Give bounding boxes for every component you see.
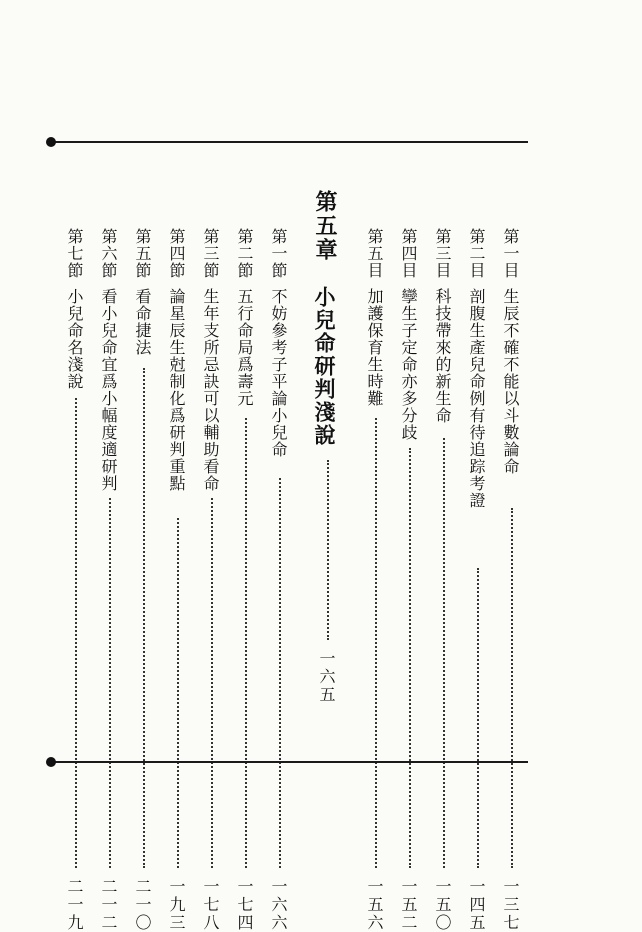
dot-leader [375,418,377,868]
entry-page: 一九三 [167,878,186,932]
entry-page: 一五二 [399,878,418,932]
entry-label: 第三節 [201,228,220,279]
entry-page: 二一〇 [133,878,152,932]
entry-page: 一四五 [467,878,486,932]
entry-label: 第一節 [269,228,288,279]
toc-entry-4 [399,228,422,932]
toc-entry-13 [65,228,88,932]
entry-page: 一三七 [501,878,520,932]
dot-leader [477,568,479,868]
toc-entry-11 [133,228,156,932]
toc-chapter-5 [312,190,342,704]
dot-leader [327,460,329,640]
toc-entry-3 [433,228,456,932]
entry-title: 不妨參考子平論小兒命 [269,288,288,458]
dot-leader [211,498,213,868]
dot-leader [109,498,111,868]
entry-title: 科技帶來的新生命 [433,288,452,424]
entry-title: 生辰不確不能以斗數論命 [501,288,520,475]
entry-label: 第四目 [399,228,418,279]
entry-label: 第五目 [365,228,384,279]
entry-title: 小兒命名淺說 [65,288,84,390]
entry-label: 第三目 [433,228,452,279]
top-rule-dot [46,137,56,147]
entry-label: 第一目 [501,228,520,279]
entry-page: 一五六 [365,878,384,932]
entry-label: 第五節 [133,228,152,279]
entry-title: 論星辰生尅制化爲研判重點 [167,288,186,492]
entry-page: 一七八 [201,878,220,932]
entry-page: 一七四 [235,878,254,932]
dot-leader [143,368,145,868]
entry-title: 孿生子定命亦多分歧 [399,288,418,441]
dot-leader [279,478,281,868]
toc-entry-2 [467,228,490,932]
chapter-title: 小兒命研判淺說 [312,286,337,447]
toc-entry-10 [167,228,190,932]
dot-leader [511,508,513,868]
entry-label: 第七節 [65,228,84,279]
toc-entry-8 [235,228,258,932]
toc-entry-7 [269,228,292,932]
entry-label: 第六節 [99,228,118,279]
chapter-page: 一六五 [317,650,336,704]
dot-leader [409,448,411,868]
dot-leader [177,518,179,868]
entry-title: 生年支所忌訣可以輔助看命 [201,288,220,492]
toc-entry-12 [99,228,122,932]
entry-label: 第四節 [167,228,186,279]
entry-title: 剖腹生產兒命例有待追踪考證 [467,288,486,509]
toc-entry-5 [365,228,388,932]
entry-title: 五行命局爲壽元 [235,288,254,407]
entry-label: 第二目 [467,228,486,279]
top-rule [52,141,528,143]
entry-label: 第二節 [235,228,254,279]
dot-leader [443,438,445,868]
entry-title: 看小兒命宜爲小幅度適研判 [99,288,118,492]
bottom-rule-dot [46,757,56,767]
dot-leader [75,398,77,868]
dot-leader [245,418,247,868]
toc-entry-9 [201,228,224,932]
entry-page: 二一二 [99,878,118,932]
chapter-label: 第五章 [312,190,338,262]
entry-page: 二一九 [65,878,84,932]
entry-title: 加護保育生時難 [365,288,384,407]
entry-page: 一六六 [269,878,288,932]
entry-title: 看命捷法 [133,288,152,356]
bottom-rule [52,761,528,763]
entry-page: 一五〇 [433,878,452,932]
toc-entry-1 [501,228,524,932]
